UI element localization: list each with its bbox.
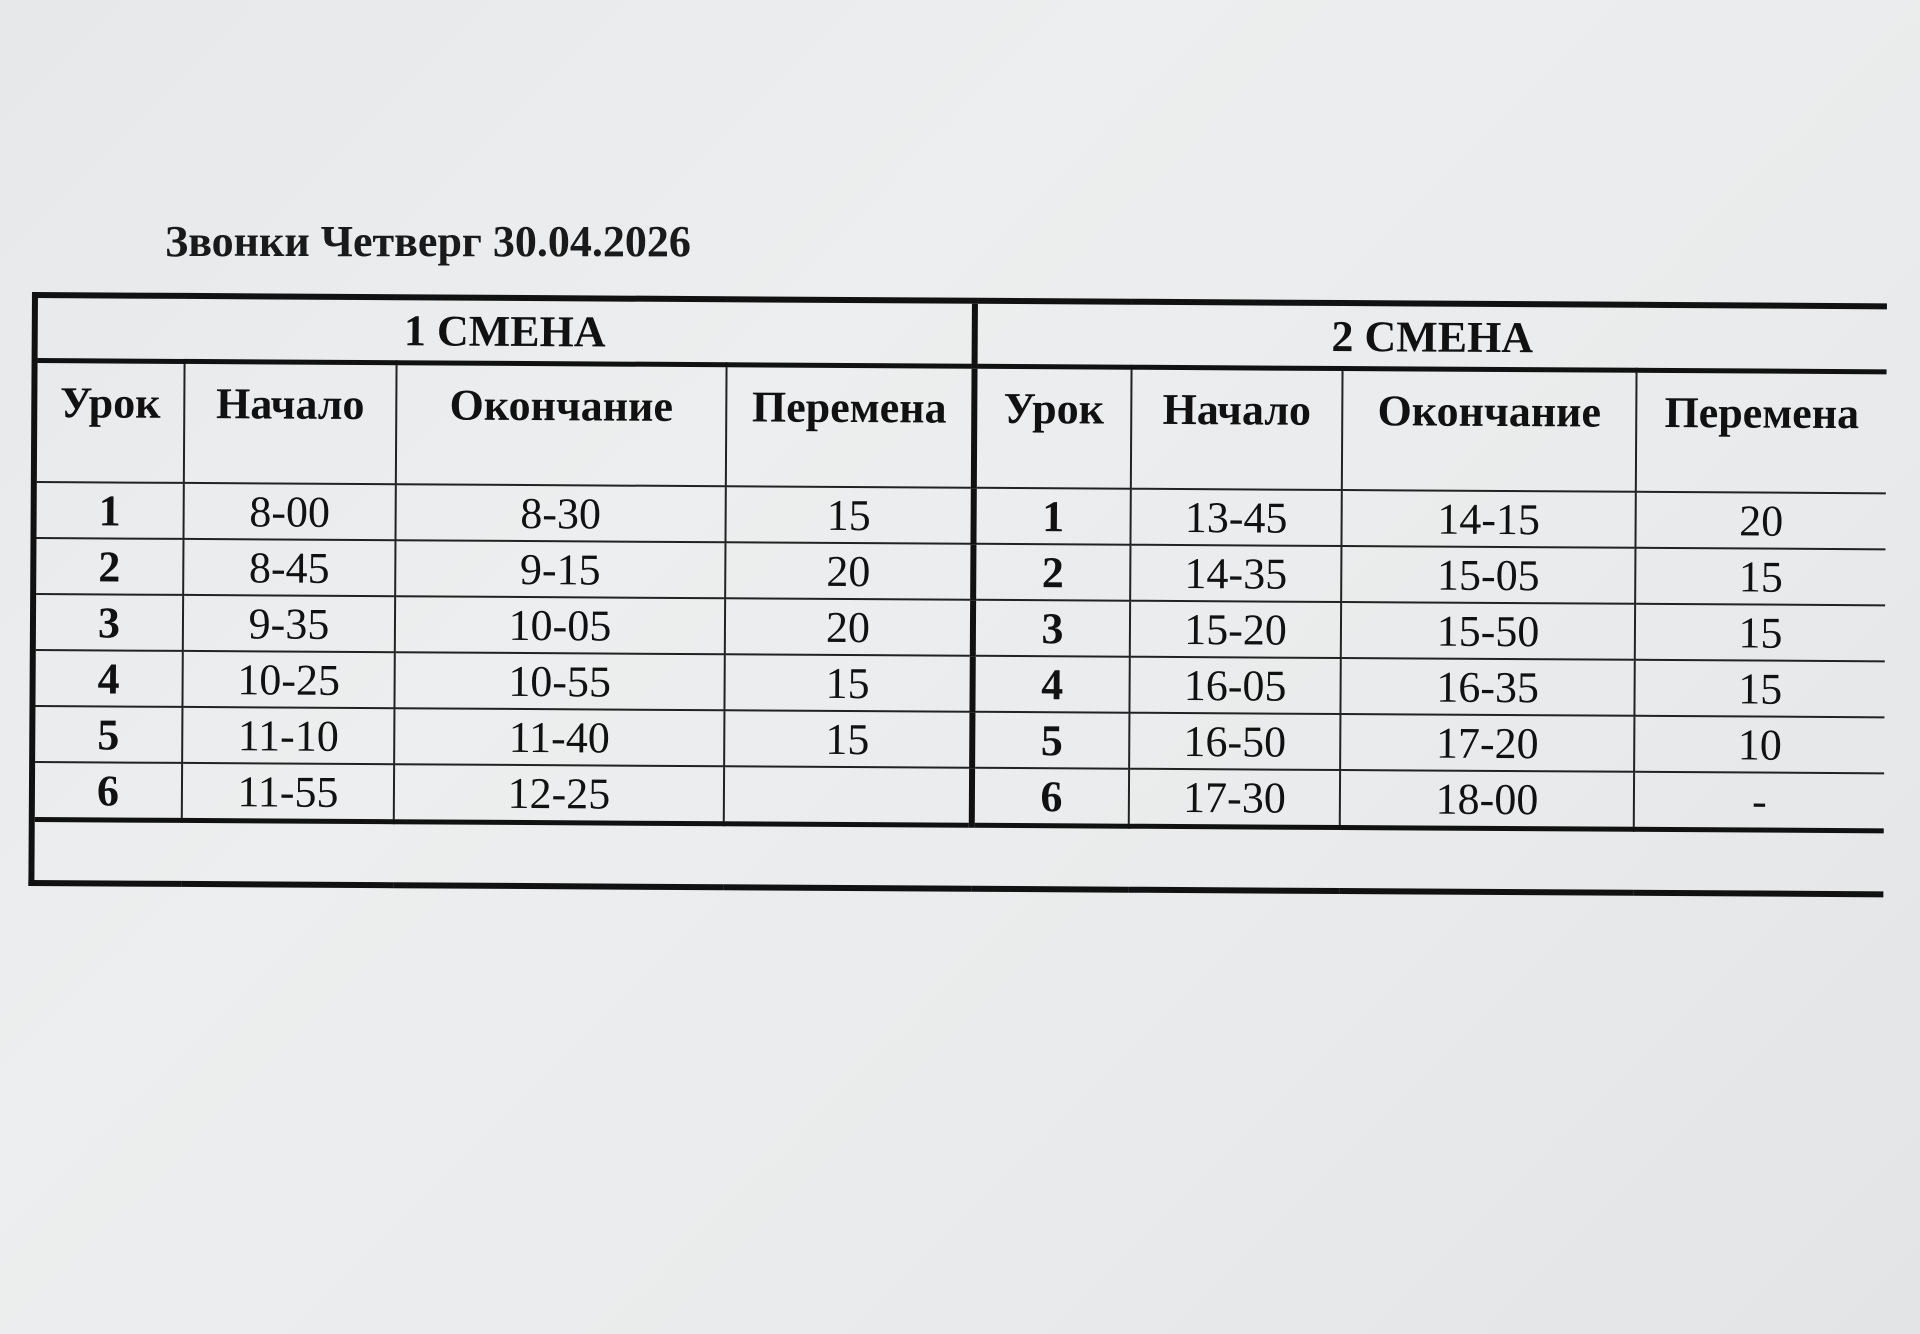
shift-1-end-cell: 8-30 xyxy=(395,484,725,542)
empty-footer-cell xyxy=(31,820,1883,895)
shift-2-end-cell: 14-15 xyxy=(1342,490,1636,548)
shift-1-break-cell: 15 xyxy=(724,710,972,768)
shift-1-lesson-cell: 2 xyxy=(33,538,183,595)
shift-1-lesson-cell: 6 xyxy=(32,762,182,820)
shift-1-lesson-cell: 4 xyxy=(32,650,182,707)
shift-1-start-cell: 8-45 xyxy=(183,539,395,596)
shift-2-lesson-cell: 5 xyxy=(972,712,1129,769)
shift-2-start-cell: 16-50 xyxy=(1129,713,1340,770)
shift-2-header-break: Перемена xyxy=(1636,370,1887,493)
shift-1-start-cell: 10-25 xyxy=(182,651,394,708)
shift-2-break-cell: 15 xyxy=(1635,604,1885,662)
shift-2-start-cell: 15-20 xyxy=(1130,601,1341,658)
shift-2-lesson-cell: 3 xyxy=(973,600,1130,657)
shift-1-end-cell: 12-25 xyxy=(394,764,724,824)
shift-2-break-cell: 15 xyxy=(1634,660,1884,718)
shift-2-start-cell: 16-05 xyxy=(1129,657,1340,714)
shift-1-start-cell: 9-35 xyxy=(183,595,395,652)
shift-2-end-cell: 17-20 xyxy=(1340,714,1634,772)
table-footer-row xyxy=(31,820,1883,895)
shift-2-lesson-cell: 2 xyxy=(973,544,1130,601)
shift-2-lesson-cell: 4 xyxy=(972,656,1129,713)
shift-2-break-cell: 20 xyxy=(1635,492,1885,550)
shift-1-break-cell: 20 xyxy=(725,542,973,600)
shift-1-break-cell xyxy=(724,766,972,825)
shift-1-end-cell: 9-15 xyxy=(395,540,725,598)
shift-1-title: 1 СМЕНА xyxy=(35,295,975,366)
shift-1-lesson-cell: 5 xyxy=(32,706,182,763)
shift-1-start-cell: 11-10 xyxy=(182,707,394,764)
shift-1-break-cell: 20 xyxy=(725,598,973,656)
shift-header-row xyxy=(35,295,1887,372)
page-title: Звонки Четверг 30.04.2026 xyxy=(165,217,691,266)
shift-2-end-cell: 15-50 xyxy=(1341,602,1635,660)
shift-2-start-cell: 17-30 xyxy=(1129,769,1340,828)
shift-2-end-cell: 18-00 xyxy=(1340,770,1634,829)
shift-2-header-start: Начало xyxy=(1131,367,1343,490)
shift-1-header-end: Окончание xyxy=(396,363,727,487)
shift-2-lesson-cell: 1 xyxy=(974,488,1131,545)
shift-2-header-end: Окончание xyxy=(1342,369,1637,492)
shift-1-start-cell: 11-55 xyxy=(182,763,394,822)
shift-2-break-cell: 15 xyxy=(1635,548,1885,606)
shift-2-break-cell: - xyxy=(1634,772,1884,831)
shift-2-start-cell: 14-35 xyxy=(1130,545,1341,602)
shift-2-lesson-cell: 6 xyxy=(972,768,1129,826)
shift-1-end-cell: 10-05 xyxy=(395,596,725,654)
shift-1-break-cell: 15 xyxy=(725,486,973,544)
shift-1-start-cell: 8-00 xyxy=(183,483,395,540)
shift-1-header-break: Перемена xyxy=(726,365,975,488)
shift-1-lesson-cell: 3 xyxy=(33,594,183,651)
shift-1-lesson-cell: 1 xyxy=(33,482,183,539)
shift-2-start-cell: 13-45 xyxy=(1131,489,1342,546)
shift-2-break-cell: 10 xyxy=(1634,716,1884,774)
shift-1-end-cell: 11-40 xyxy=(394,708,724,766)
shift-2-header-lesson: Урок xyxy=(974,366,1132,488)
column-header-row xyxy=(34,361,1887,494)
shift-1-break-cell: 15 xyxy=(724,654,972,712)
shift-1-header-lesson: Урок xyxy=(34,361,185,483)
shift-2-end-cell: 15-05 xyxy=(1341,546,1635,604)
shift-1-end-cell: 10-55 xyxy=(394,652,724,710)
bell-schedule-table xyxy=(28,292,1887,897)
shift-1-header-start: Начало xyxy=(184,361,397,484)
shift-2-title: 2 СМЕНА xyxy=(975,301,1887,372)
shift-2-end-cell: 16-35 xyxy=(1340,658,1634,716)
